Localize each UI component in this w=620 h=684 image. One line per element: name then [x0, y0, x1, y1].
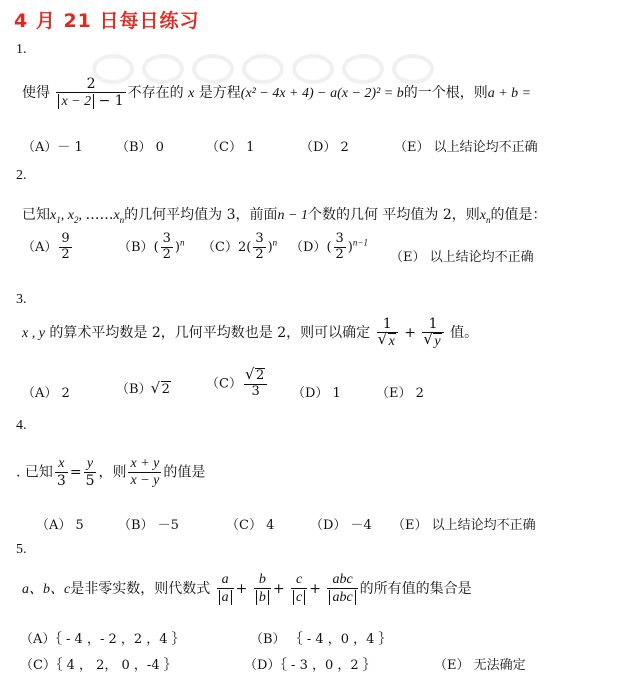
q3-option-a[interactable]: （A） 2	[22, 386, 70, 401]
question-5-stem: a、b、c是非零实数，则代数式 $\frac{a}{a}$ + $\frac{b}{b}$ + $\frac{c}{c}$ + $\frac{\text{abc}}{\text{abc}}$ 的所有值的集合是	[22, 572, 472, 606]
q2-option-c[interactable]: （C）2( $\frac{3}{2}$ )$^n$	[202, 231, 278, 262]
q5-option-c[interactable]: （C）｛ 4 ， 2， 0 ，-4 ｝	[20, 658, 177, 673]
q4-option-a[interactable]: （A） 5	[36, 518, 84, 533]
q2-option-a[interactable]: （A） $\frac{9}{2}$	[22, 231, 70, 262]
q2-option-e[interactable]: （E） 以上结论均不正确	[390, 250, 534, 265]
question-4-stem: . 已知 $\frac{x}{3}$ = $\frac{y}{5}$ ，则 $\frac{x + y}{x - y}$ 的值是	[16, 456, 206, 490]
q1-option-b[interactable]: （B） 0	[116, 140, 164, 155]
q3-option-e[interactable]: （E） 2	[376, 386, 424, 401]
q5-option-a[interactable]: （A）｛ - 4 ，- 2 ，2 ，4 ｝	[20, 632, 185, 647]
q3-option-d[interactable]: （D） 1	[292, 386, 341, 401]
q4-option-d[interactable]: （D） －4	[310, 518, 372, 533]
question-2-number: 2.	[16, 168, 27, 183]
question-3-stem: x , y 的算术平均数是 2，几何平均数也是 2，则可以确定 1 √ x + 1 √ y 值。	[22, 316, 478, 350]
question-4-number: 4.	[16, 418, 27, 433]
q1-option-e[interactable]: （E） 以上结论均不正确	[394, 140, 538, 155]
q1-option-a[interactable]: （A）－ 1	[22, 140, 83, 155]
page-title: 4 月 21 日每日练习	[14, 10, 200, 32]
q4-option-e[interactable]: （E） 以上结论均不正确	[392, 518, 536, 533]
q1-fraction: $\frac{2}{x - 2 - 1}$	[56, 76, 125, 110]
question-3-number: 3.	[16, 292, 27, 307]
q1-option-d[interactable]: （D） 2	[300, 140, 349, 155]
q5-option-d[interactable]: （D）｛ - 3 ，0 ，2 ｝	[244, 658, 376, 673]
q3-option-c[interactable]: （C） √ $\frac{2}{3}$	[206, 368, 269, 400]
question-2-stem: 已知$x_1$, $x_2$, $\dots\dots x_n$的几何平均值为 3，前面n − 1个数的几何 平均值为 2，则$x_n$的值是：	[22, 207, 547, 225]
question-5-number: 5.	[16, 542, 27, 557]
question-1-number: 1.	[16, 42, 27, 57]
q5-option-b[interactable]: （B） ｛ - 4 ，0 ，4 ｝	[250, 632, 392, 647]
q4-option-c[interactable]: （C） 4	[226, 518, 275, 533]
q1-option-c[interactable]: （C） 1	[206, 140, 255, 155]
question-1-stem: 使得 $\frac{2}{x - 2 - 1}$ 不存在的 x 是方程(x² − 4x + 4) − a(x − 2)² = b的一个根，则a + b =	[22, 76, 532, 110]
q2-option-d[interactable]: （D）( $\frac{3}{2}$ )$^{n-1}$	[290, 231, 368, 262]
q5-option-e[interactable]: （E） 无法确定	[434, 658, 526, 673]
q2-option-b[interactable]: （B）( $\frac{3}{2}$ )$^n$	[118, 231, 185, 262]
q4-option-b[interactable]: （B） －5	[118, 518, 179, 533]
q3-option-b[interactable]: （B）√ 2	[116, 378, 171, 397]
